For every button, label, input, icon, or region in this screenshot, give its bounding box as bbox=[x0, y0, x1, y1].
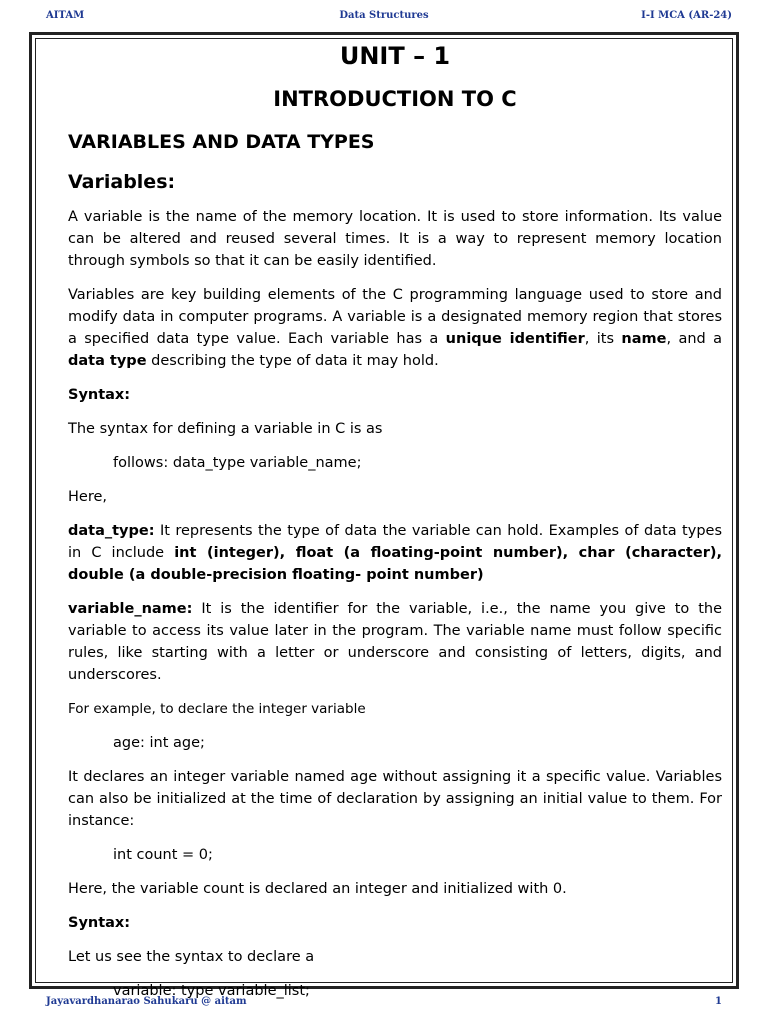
syntax-label-text: Syntax: bbox=[68, 387, 131, 403]
bold-run: unique identifier bbox=[445, 331, 585, 347]
header-center: Data Structures bbox=[339, 10, 429, 21]
paragraph-syntax-declare: Let us see the syntax to declare a bbox=[68, 949, 315, 965]
term-data-type: data_type: bbox=[68, 523, 155, 539]
subsection-heading: Variables: bbox=[68, 171, 176, 193]
text-run: It represents the type of data the variable can hold. Examples of data types in C include bbox=[68, 523, 722, 561]
term-variable-name: variable_name: bbox=[68, 601, 193, 617]
text-run: , its bbox=[584, 331, 622, 347]
bold-run: name bbox=[621, 331, 667, 347]
code-syntax-definition: follows: data_type variable_name; bbox=[113, 455, 362, 471]
code-example-count: int count = 0; bbox=[113, 847, 213, 863]
header-left: AITAM bbox=[46, 10, 85, 21]
paragraph-declaration-explanation: It declares an integer variable named age without assigning it a specific value. Variables can also be initialized at the time of declaration by assigning an initial value to them. For instance: bbox=[68, 769, 722, 829]
text-run: describing the type of data it may hold. bbox=[146, 353, 439, 369]
text-run: Variables are key building elements of the C programming language used to store and modify data in computer programs. A variable is a designated memory region that stores a specified data type value. Each variable has a bbox=[68, 287, 722, 347]
syntax-label-2 bbox=[68, 912, 722, 934]
paragraph-count-explanation: Here, the variable count is declared an integer and initialized with 0. bbox=[68, 881, 567, 897]
chapter-title: INTRODUCTION TO C bbox=[273, 87, 517, 111]
section-heading: VARIABLES AND DATA TYPES bbox=[68, 131, 375, 153]
paragraph-variable-definition: A variable is the name of the memory location. It is used to store information. Its value can be altered and reused several times. It is a way to represent memory location through symbols so that it can be easily identified. bbox=[68, 209, 722, 269]
bold-run: int (integer), float (a floating-point number), char (character), double (a double-precision floating- point number) bbox=[68, 545, 722, 583]
footer-author: Jayavardhanarao Sahukaru @ aitam bbox=[46, 996, 247, 1007]
unit-heading: UNIT – 1 bbox=[339, 42, 451, 70]
code-variable-list: variable: type variable_list; bbox=[113, 983, 310, 999]
paragraph-syntax-intro: The syntax for defining a variable in C is as bbox=[68, 421, 383, 437]
paragraph-example: For example, to declare the integer variable bbox=[68, 701, 366, 717]
header-right: I-I MCA (AR-24) bbox=[641, 10, 732, 21]
syntax-label bbox=[68, 384, 722, 406]
paragraph-variables-key-elements bbox=[68, 284, 722, 372]
paragraph-variable-name bbox=[68, 598, 722, 686]
text-run: It is the identifier for the variable, i.e., the name you give to the variable to access its value later in the program. The variable name must follow specific rules, like starting with a letter or underscore and consisting of letters, digits, and underscores. bbox=[68, 601, 722, 683]
code-example-age: age: int age; bbox=[113, 735, 205, 751]
text-run: , and a bbox=[666, 331, 722, 347]
bold-run: data type bbox=[68, 353, 147, 369]
footer-page-number: 1 bbox=[715, 996, 722, 1007]
paragraph-data-type bbox=[68, 520, 722, 586]
syntax-label-text: Syntax: bbox=[68, 915, 131, 931]
paragraph-here: Here, bbox=[68, 489, 107, 505]
page-content bbox=[68, 40, 722, 1002]
